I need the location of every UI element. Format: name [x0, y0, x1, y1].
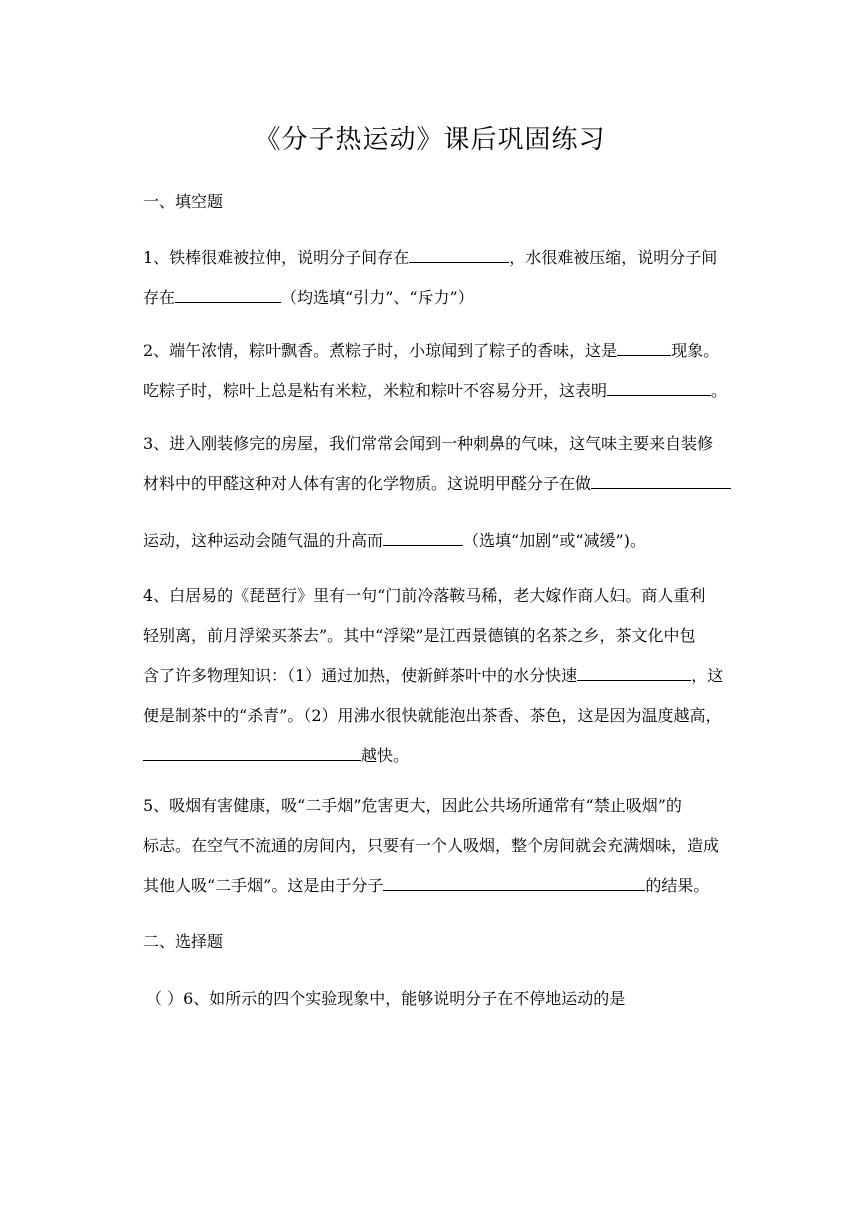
question-2: [143, 331, 768, 411]
question-3-text-c: 运动，这种运动会随气温的升高而: [143, 531, 384, 550]
question-4-line-5: [143, 736, 768, 776]
question-1: [143, 238, 768, 318]
question-2-line-1: [143, 331, 768, 371]
answer-blank-3b: [383, 527, 463, 546]
question-4: [143, 576, 768, 776]
question-3-line-2: [143, 464, 768, 504]
question-3-line-3: [143, 521, 768, 561]
question-4-text-c: 含了许多物理知识：（1）通过加热，使新鲜茶叶中的水分快速: [143, 666, 578, 685]
question-3-text-d: （选填“加剧”或“减缓”)。: [463, 531, 646, 550]
question-2-line-2: [143, 371, 768, 411]
question-2-text-a: 2、端午浓情，粽叶飘香。煮粽子时，小琼闻到了粽子的香味，这是: [143, 341, 618, 360]
answer-blank-5: [383, 872, 645, 891]
answer-blank-4a: [577, 662, 691, 681]
question-2-text-c: 吃粽子时，粽叶上总是粘有米粒，米粒和粽叶不容易分开，这表明: [143, 381, 608, 400]
answer-blank-3a: [591, 470, 731, 489]
page-title: 《分子热运动》课后巩固练习: [254, 125, 606, 155]
question-3-continued: [143, 521, 768, 561]
question-4-line-2: 轻别离，前月浮梁买茶去”。其中“浮梁”是江西景德镇的名茶之乡，茶文化中包: [143, 626, 696, 645]
answer-blank-1a: [409, 244, 509, 263]
answer-blank-4b: [143, 742, 361, 761]
question-1-text-a: 1、铁棒很难被拉伸，说明分子间存在: [143, 248, 410, 267]
question-1-text-d: （均选填“引力”、“斥力”）: [281, 288, 474, 307]
question-4-text-d: ，这: [691, 666, 724, 685]
section-heading-fill-blank: 一、填空题: [143, 192, 224, 211]
question-1-text-b: ，水很难被压缩，说明分子间: [509, 248, 718, 267]
question-6: （ ）6、如所示的四个实验现象中，能够说明分子在不停地运动的是: [146, 989, 626, 1008]
question-4-line-1: 4、白居易的《琵琶行》里有一句“门前冷落鞍马稀，老大嫁作商人妇。商人重利: [143, 586, 706, 605]
question-4-line-3: [143, 656, 768, 696]
question-1-text-c: 存在: [143, 288, 176, 307]
question-3: [143, 424, 768, 504]
question-2-text-d: 。: [711, 381, 728, 400]
question-2-text-b: 现象。: [671, 341, 720, 360]
question-4-text-f: 越快。: [361, 746, 410, 765]
question-3-text-b: 材料中的甲醛这种对人体有害的化学物质。这说明甲醛分子在做: [143, 474, 592, 493]
question-5-text-c: 其他人吸“二手烟”。这是由于分子: [143, 876, 384, 895]
question-5-line-3: [143, 866, 768, 906]
question-3-line-1: 3、进入刚装修完的房屋，我们常常会闻到一种刺鼻的气味，这气味主要来自装修: [143, 434, 714, 453]
question-5: [143, 786, 768, 906]
question-5-line-2: 标志。在空气不流通的房间内，只要有一个人吸烟，整个房间就会充满烟味，造成: [143, 836, 720, 855]
answer-blank-2a: [617, 337, 671, 356]
question-1-line-1: [143, 238, 768, 278]
section-heading-multiple-choice: 二、选择题: [143, 932, 224, 951]
question-4-line-4: 便是制茶中的“杀青”。（2）用沸水很快就能泡出茶香、茶色，这是因为温度越高，: [143, 706, 722, 725]
question-5-text-d: 的结果。: [645, 876, 710, 895]
answer-blank-2b: [607, 377, 711, 396]
question-1-line-2: [143, 278, 768, 318]
question-5-line-1: 5、吸烟有害健康，吸“二手烟”危害更大，因此公共场所通常有“禁止吸烟”的: [143, 796, 682, 815]
answer-blank-1b: [175, 284, 281, 303]
